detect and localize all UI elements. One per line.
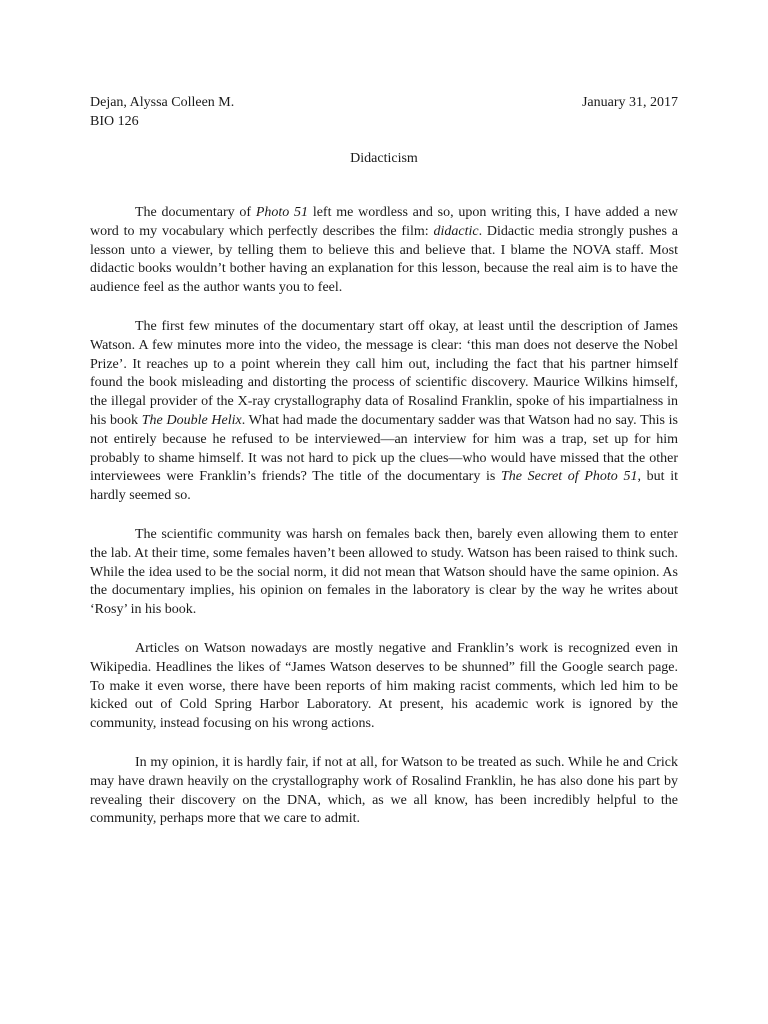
document-title: Didacticism (350, 151, 418, 166)
paragraph-4: Articles on Watson nowadays are mostly negative and Franklin’s work is recognized even in Wikipedia. Headlines the likes of “James Watson deserves to be shunned” fill the Google search page. To make it even worse, there have been reports of him making racist comments, which led him to be kicked out of Cold Spring Harbor Laboratory. At present, his academic work is ignored by the community, instead focusing on his wrong actions. (90, 640, 678, 732)
header-row (90, 92, 678, 113)
paragraph-2 (90, 318, 678, 506)
course-code: BIO 126 (90, 114, 139, 129)
p2-text-e: , but it hardly seemed so. (90, 469, 678, 504)
p1-italic-didactic: didactic (433, 223, 479, 239)
p1-text-c: left me wordless and so, upon writing this, I have added a new word to my vocabulary which perfectly describes the film: (90, 205, 678, 239)
paragraph-3: The scientific community was harsh on females back then, barely even allowing them to enter the lab. At their time, some females haven’t been allowed to study. Watson has been raised to think such. While the idea used to be the social norm, it did not mean that Watson should have the same opinion. As the documentary implies, his opinion on females in the laboratory is clear by the way he writes about ‘Rosy’ in his book. (90, 526, 678, 618)
author-name: Dejan, Alyssa Colleen M. (90, 95, 235, 110)
p2-italic-secret-of-photo-51: The Secret of Photo 51 (501, 469, 638, 485)
p2-text-c: . What had made the documentary sadder was that Watson had no say. This is not entirely because he refused to be interviewed—an interview for him was a trap, set up for him probably to shame himself. It was not hard to pick up the clues—who would have missed that the other interviewees were Franklin’s friends? The title of the documentary is (90, 412, 679, 485)
p1-text-e: . Didactic media strongly pushes a lesson unto a viewer, by telling them to believe this and believe that. I blame the NOVA staff. Most didactic books wouldn’t bother having an explanation for this lesson, because the real aim is to have the audience feel as the author wants you to feel. (90, 223, 678, 296)
document-body (90, 204, 678, 849)
p1-text-a: The documentary of (135, 205, 256, 220)
p1-italic-photo-51: Photo 51 (255, 205, 309, 220)
paragraph-5: In my opinion, it is hardly fair, if not at all, for Watson to be treated as such. While he and Crick may have drawn heavily on the crystallography work of Rosalind Franklin, he has also done his part by revealing their discovery on the DNA, which, as we all know, has been incredibly helpful to the community, perhaps more that we care to admit. (90, 754, 678, 827)
document-date: January 31, 2017 (581, 95, 678, 110)
p2-italic-double-helix: The Double Helix (141, 412, 242, 428)
p2-text-a: The first few minutes of the documentary start off okay, at least until the description of James Watson. A few minutes more into the video, the message is clear: ‘this man does not deserve the Nobel Prize’. It reaches up to a point wherein they call him out, including the fact that his partner himself found the book misleading and distorting the process of scientific discovery. Maurice Wilkins himself, the illegal provider of the X-ray crystallography data of Rosalind Franklin, spoke of his impartialness in his book (90, 318, 678, 428)
paragraph-1 (90, 204, 678, 298)
